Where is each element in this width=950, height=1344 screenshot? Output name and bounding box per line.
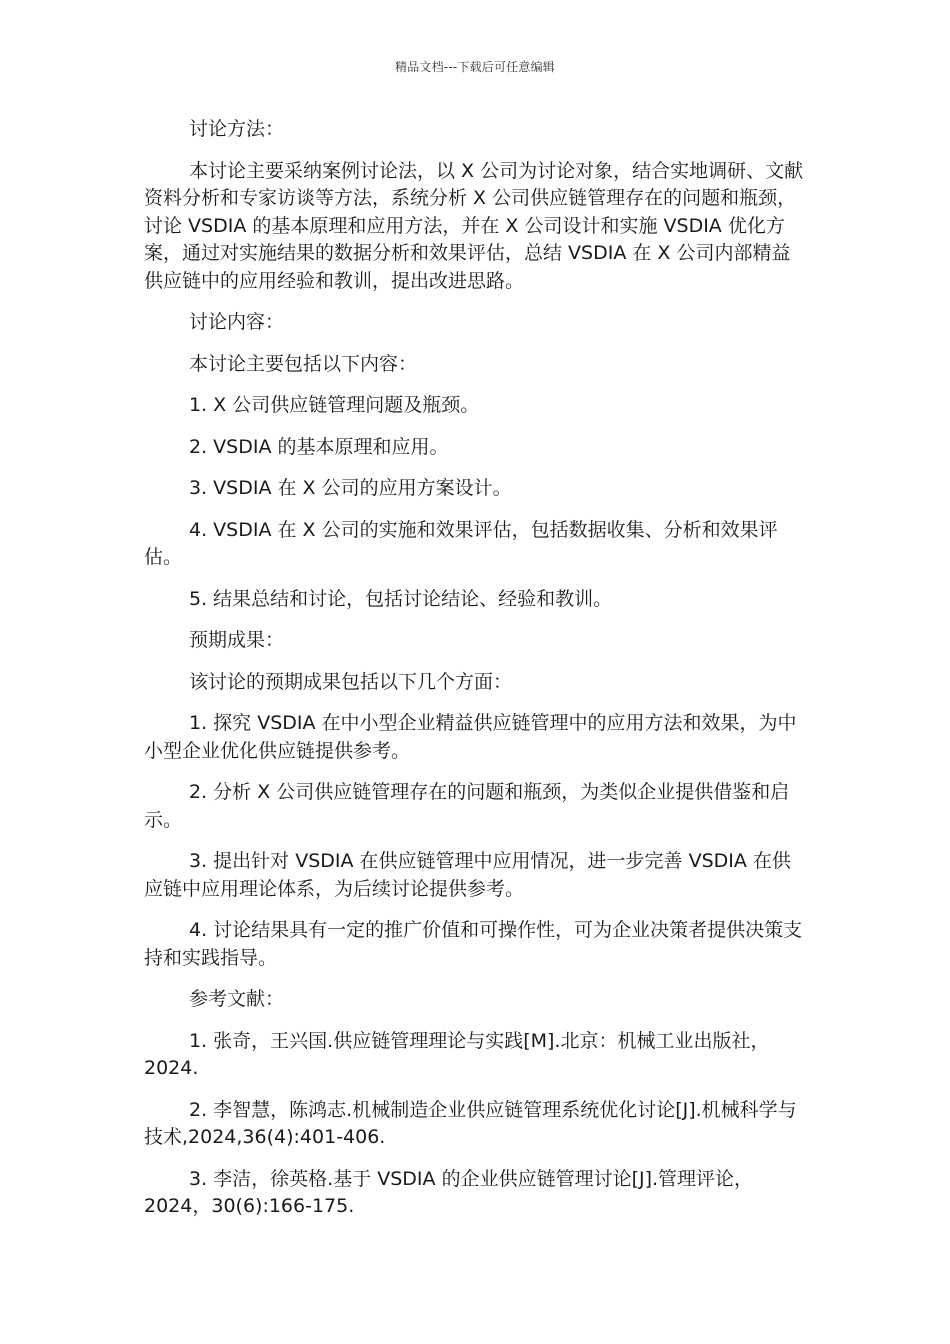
list-item: 3. VSDIA 在 X 公司的应用方案设计。 bbox=[189, 477, 512, 499]
section-heading-content: 讨论内容： bbox=[189, 311, 285, 333]
list-item: 2. VSDIA 的基本原理和应用。 bbox=[189, 435, 449, 458]
page-header: 精品文档---下载后可任意编辑 bbox=[395, 60, 555, 74]
list-item: 4. 讨论结果具有一定的推广价值和可操作性，可为企业决策者提供决策支持和实践指导。 bbox=[144, 919, 803, 969]
reference-item: 2. 李智慧，陈鸿志.机械制造企业供应链管理系统优化讨论[J].机械科学与技术,2024,36(4):401-406. bbox=[144, 1098, 797, 1148]
paragraph-outcomes-intro: 该讨论的预期成果包括以下几个方面： bbox=[189, 670, 513, 693]
section-heading-methods: 讨论方法： bbox=[189, 118, 285, 140]
section-heading-outcomes: 预期成果： bbox=[189, 629, 285, 651]
list-item: 3. 提出针对 VSDIA 在供应链管理中应用情况，进一步完善 VSDIA 在供应链中应用理论体系，为后续讨论提供参考。 bbox=[144, 850, 791, 900]
list-item: 5. 结果总结和讨论，包括讨论结论、经验和教训。 bbox=[189, 587, 613, 610]
paragraph-content-intro: 本讨论主要包括以下内容： bbox=[189, 352, 418, 375]
reference-item: 3. 李洁，徐英格.基于 VSDIA 的企业供应链管理讨论[J].管理评论，2024，30(6):166-175. bbox=[144, 1167, 754, 1217]
list-item: 1. 探究 VSDIA 在中小型企业精益供应链管理中的应用方法和效果，为中小型企业优化供应链提供参考。 bbox=[144, 712, 797, 762]
list-item: 2. 分析 X 公司供应链管理存在的问题和瓶颈，为类似企业提供借鉴和启示。 bbox=[144, 781, 790, 831]
paragraph-methods: 本讨论主要采纳案例讨论法，以 X 公司为讨论对象，结合实地调研、文献资料分析和专家访谈等方法，系统分析 X 公司供应链管理存在的问题和瓶颈，讨论 VSDIA 的基本原理和应用方法，并在 X 公司设计和实施 VSDIA 优化方案，通过对实施结果的数据分析和效果评估，总结 VSDIA 在 X 公司内部精益供应链中的应用经验和教训，提出改进思路。 bbox=[144, 159, 804, 292]
list-item: 1. X 公司供应链管理问题及瓶颈。 bbox=[189, 394, 480, 416]
document-body bbox=[144, 116, 806, 1235]
list-item: 4. VSDIA 在 X 公司的实施和效果评估，包括数据收集、分析和效果评估。 bbox=[144, 518, 778, 568]
reference-item: 1. 张奇，王兴国.供应链管理理论与实践[M].北京：机械工业出版社，2024. bbox=[144, 1029, 770, 1079]
section-heading-references: 参考文献： bbox=[189, 988, 285, 1010]
